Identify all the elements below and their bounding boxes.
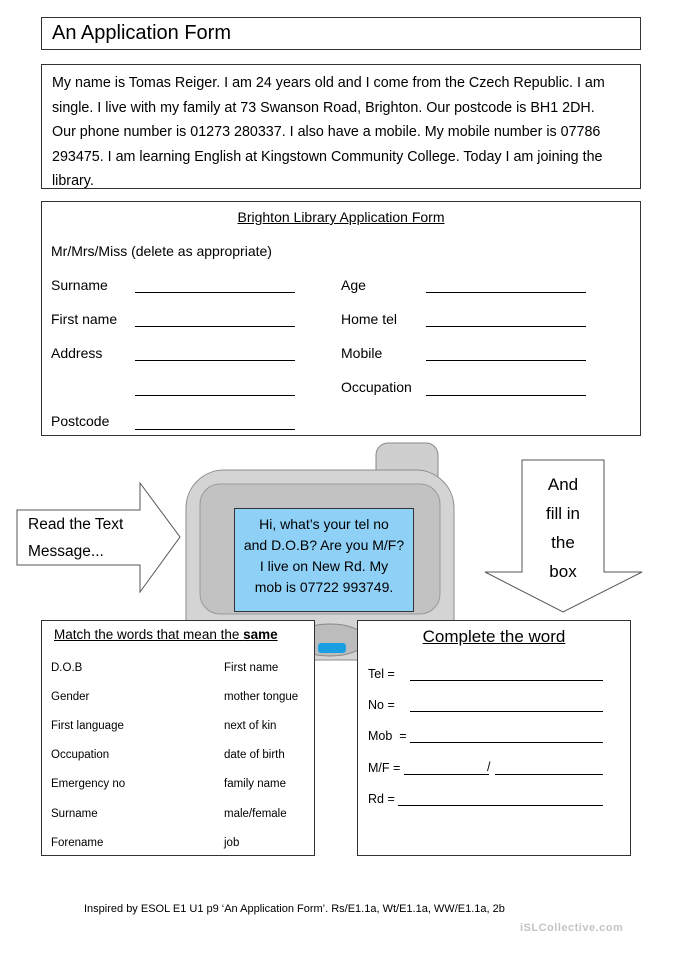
complete-heading: Complete the word [422, 627, 566, 646]
fill-arrow-text [527, 470, 599, 586]
match-right-item[interactable]: date of birth [224, 749, 285, 761]
match-left-item[interactable]: Gender [51, 691, 90, 703]
match-left-item[interactable]: Occupation [51, 749, 110, 761]
mf-answer-field-1[interactable] [404, 774, 489, 775]
credit-line: Inspired by ESOL E1 U1 p9 ‘An Application Form’. Rs/E1.1a, Wt/E1.1a, WW/E1.1a, 2b [84, 903, 505, 915]
match-left-item[interactable]: D.O.B [51, 662, 83, 674]
intro-line: 293475. I am learning English at Kingstown Community College. Today I am joining the [52, 148, 603, 165]
fill-arrow-line: And [547, 475, 579, 494]
match-right-item[interactable]: family name [224, 778, 286, 790]
phone-button [318, 643, 346, 653]
occupation-label: Occupation [341, 379, 412, 395]
match-heading [54, 627, 278, 642]
read-arrow-line: Read the Text [28, 516, 124, 533]
page-title: An Application Form [52, 22, 231, 44]
match-left-item[interactable]: Emergency no [51, 778, 126, 790]
surname-field[interactable] [135, 292, 295, 293]
surname-label: Surname [51, 277, 108, 293]
postcode-label: Postcode [51, 413, 110, 429]
home-tel-label: Home tel [341, 311, 398, 327]
match-right-item[interactable]: male/female [224, 808, 287, 820]
tel-label: Tel = [368, 667, 395, 681]
watermark: iSLCollective.com [520, 922, 624, 934]
address-field-2[interactable] [135, 395, 295, 396]
home-tel-field[interactable] [426, 326, 586, 327]
title-box [41, 17, 641, 50]
tel-answer-field[interactable] [410, 680, 603, 681]
match-left-item[interactable]: Forename [51, 837, 104, 849]
first-name-field[interactable] [135, 326, 295, 327]
intro-paragraph [41, 64, 641, 189]
sms-line: mob is 07722 993749. [254, 579, 394, 595]
library-application-form [41, 201, 641, 436]
mobile-label: Mobile [341, 345, 383, 361]
match-right-item[interactable]: job [224, 837, 240, 849]
occupation-field[interactable] [426, 395, 586, 396]
fill-arrow-line: fill in [545, 504, 580, 523]
match-words-box [41, 620, 315, 856]
match-left-item[interactable]: First language [51, 720, 124, 732]
mf-answer-field-2[interactable] [495, 774, 603, 775]
intro-line: Our phone number is 01273 280337. I also have a mobile. My mobile number is 07786 [52, 124, 601, 140]
match-right-item[interactable]: First name [224, 662, 279, 674]
fill-arrow-line: the [551, 533, 575, 552]
text-message-screen [234, 508, 414, 612]
intro-line: single. I live with my family at 73 Swanson Road, Brighton. Our postcode is BH1 2DH. [52, 99, 595, 116]
mf-slash: / [487, 760, 491, 774]
match-heading-bold: same [243, 627, 278, 642]
rd-label: Rd = [368, 792, 395, 806]
mf-label: M/F = [368, 761, 401, 775]
first-name-label: First name [51, 311, 118, 327]
read-arrow-line: Message... [28, 543, 104, 560]
mob-label: Mob = [368, 729, 407, 743]
match-left-item[interactable]: Surname [51, 808, 98, 820]
no-label: No = [368, 698, 395, 712]
match-right-item[interactable]: next of kin [224, 720, 277, 732]
sms-line: Hi, what’s your tel no [259, 516, 389, 532]
address-field-1[interactable] [135, 360, 295, 361]
age-field[interactable] [426, 292, 586, 293]
match-heading-text: Match the words that mean the [54, 627, 244, 642]
rd-answer-field[interactable] [398, 805, 603, 806]
mob-answer-field[interactable] [410, 742, 603, 743]
sms-line: and D.O.B? Are you M/F? [243, 537, 405, 553]
postcode-field[interactable] [135, 429, 295, 430]
mobile-field[interactable] [426, 360, 586, 361]
form-heading: Brighton Library Application Form [237, 209, 445, 225]
sms-line: I live on New Rd. My [259, 558, 389, 574]
title-line: Mr/Mrs/Miss (delete as appropriate) [51, 243, 272, 259]
read-arrow-text [28, 511, 123, 565]
intro-line: My name is Tomas Reiger. I am 24 years old and I come from the Czech Republic. I am [52, 75, 605, 91]
match-right-item[interactable]: mother tongue [224, 691, 299, 703]
complete-the-word-box [357, 620, 631, 856]
address-label: Address [51, 345, 103, 361]
fill-arrow-line: box [549, 562, 577, 581]
age-label: Age [341, 277, 366, 293]
no-answer-field[interactable] [410, 711, 603, 712]
intro-line: library. [52, 173, 94, 189]
